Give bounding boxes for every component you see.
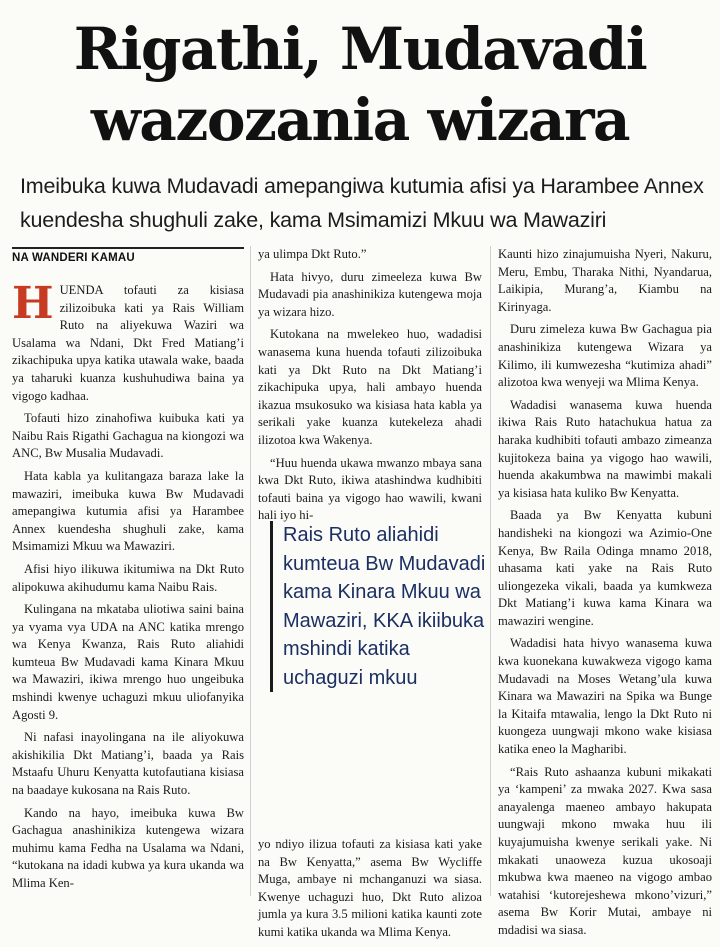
column-divider bbox=[250, 246, 251, 896]
byline: NA WANDERI KAMAU bbox=[12, 247, 244, 264]
article-column-2 bbox=[258, 246, 482, 530]
deck-subheadline: Imeibuka kuwa Mudavadi amepangiwa kutumia afisi ya Harambee Annex kuendesha shughuli zake, kama Msimamizi Mkuu wa Mawaziri bbox=[20, 174, 704, 232]
article-column-2-continued bbox=[258, 836, 482, 947]
headline: Rigathi, Mudavadi wazozania wizara bbox=[73, 15, 647, 154]
paragraph: Kaunti hizo zinajumuisha Nyeri, Nakuru, Meru, Embu, Tharaka Nithi, Nyandarua, Laikipia, Murang’a, Kiambu na Kirinyaga. bbox=[498, 247, 712, 314]
article-column-3 bbox=[498, 246, 712, 945]
paragraph: yo ndiyo ilizua tofauti za kisiasa kati yake na Bw Kenyatta,” asema Bw Wycliffe Muga, ambaye ni mchanganuzi wa siasa. Kwenye uchaguzi huo, Dkt Ruto alizoa jumla ya kura 3.5 milioni katika kaunti zote kumi katika ukanda wa Mlima Kenya. bbox=[258, 837, 482, 939]
paragraph: Wadadisi wanasema kuwa huenda ikiwa Rais Ruto hatachukua hatua za haraka kudhibiti tofauti ambazo zimeanza kujitokeza baina ya vigogo hao wawili, huenda akakumbwa na mawimbi makali ya kisiasa hata kuliko Bw Kenyatta. bbox=[498, 397, 712, 500]
paragraph: “Huu huenda ukawa mwanzo mbaya sana kwa Dkt Ruto, ikiwa atashindwa kudhibiti tofauti baina ya vigogo hao wawili, kwani hali iyo hi- bbox=[258, 455, 482, 523]
paragraph: “Rais Ruto ashaanza kubuni mikakati ya ‘kampeni’ za mwaka 2027. Kwa sasa anayalenga maeneo ambayo hakupata uungwaji mkono mwaka huu ili kuyajumuisha kwenye serikali yake. Ni mkakati unaoweza kuzua ukosoaji mkubwa kwa maeneo na vigogo ambao watahisi ‘kutorejeshewa mkono’vizuri,” asema Bw Korir Mutai, ambaye ni mdadisi wa siasa. bbox=[498, 764, 712, 937]
article-column-1 bbox=[12, 278, 244, 898]
paragraph: Kutokana na mwelekeo huo, wadadisi wanasema kuna huenda tofauti zilizoibuka kati ya Dkt Ruto na Dkt Matiang’i zikachipuka upya, hali ambayo huenda ikazua msukosuko wa kisiasa hata kabla ya serikali yake kuanza kutekeleza ahadi ilizotoa kwa Wakenya. bbox=[258, 327, 482, 447]
paragraph: Duru zimeleza kuwa Bw Gachagua pia anashinikiza kutengewa Wizara ya Kilimo, ili kumwezesha “kutimiza ahadi” alizotoa kwa wenyeji wa Mlima Kenya. bbox=[498, 322, 712, 390]
paragraph: Kando na hayo, imeibuka kuwa Bw Gachagua anashinikiza kutengewa wizara muhimu kama Fedha na Usalama wa Ndani, “kutokana na idadi kubwa ya kura ukanda wa Mlima Ken- bbox=[12, 805, 244, 890]
paragraph: ya ulimpa Dkt Ruto.” bbox=[258, 247, 367, 261]
pull-quote: Rais Ruto aliahidi kumteua Bw Mudavadi kama Kinara Mkuu wa Mawaziri, KKA ikiibuka mshindi katika uchaguzi mkuu bbox=[270, 521, 493, 692]
paragraph: Baada ya Bw Kenyatta kubuni handisheki na kiongozi wa Azimio-One Kenya, Bw Raila Odinga mnamo 2018, uhasama kati yake na Rais Ruto uliongezeka vikali, baada ya kumkweza Dkt Matiang’i kuwa kama Kinara wa mawaziri wengine. bbox=[498, 508, 712, 628]
paragraph: Wadadisi hata hivyo wanasema kuwa kwa kuonekana kuwakweza vigogo kama Mudavadi na Moses Wetang’ula kuwa Kinara wa Mawaziri na Spika wa Bunge la Kitaifa mtawalia, lengo la Dkt Ruto ni kuongeza uungwaji mkono wake kisiasa katika eneo la Magharibi. bbox=[498, 636, 712, 757]
paragraph: Hata kabla ya kulitangaza baraza lake la mawaziri, imeibuka kuwa Bw Mudavadi amepangiwa kutumia afisi ya Harambee Annex kuendesha shughuli zake, kama Msimamizi Mkuu wa Mawaziri. bbox=[12, 468, 244, 554]
paragraph: Tofauti hizo zinahofiwa kuibuka kati ya Naibu Rais Rigathi Gachagua na kiongozi wa ANC, Bw Musalia Mudavadi. bbox=[12, 411, 244, 461]
paragraph: Kulingana na mkataba uliotiwa saini baina ya vyama vya UDA na ANC katika mrengo wa Kenya Kwanza, Rais Ruto aliahidi kumteua Bw Mudavadi kama Kinara Mkuu wa Mawaziri, ikiwa mrengo huo ungeibuka mshindi kwenye uchaguzi mkuu uliofanyika Agosti 9. bbox=[12, 602, 244, 722]
paragraph: Hata hivyo, duru zimeeleza kuwa Bw Mudavadi pia anashinikiza kutengewa moja ya wizara hizo. bbox=[258, 269, 482, 319]
paragraph: HUENDA tofauti za kisiasa zilizoibuka kati ya Rais William Ruto na aliyekuwa Waziri wa Usalama wa Ndani, Dkt Fred Matiang’i zikachipuka upya katika utawala wake, baada ya taharuki kuanza kushuhudiwa baina ya vigogo kadhaa. bbox=[12, 278, 244, 403]
paragraph: Ni nafasi inayolingana na ile aliyokuwa akishikilia Dkt Matiang’i, baada ya Rais Mstaafu Uhuru Kenyatta kutofautiana kisiasa na baadaye kukosana na Rais Ruto. bbox=[12, 730, 244, 798]
paragraph: Afisi hiyo ilikuwa ikitumiwa na Dkt Ruto alipokuwa akihudumu kama Naibu Rais. bbox=[12, 561, 244, 594]
drop-cap: H bbox=[12, 278, 54, 329]
